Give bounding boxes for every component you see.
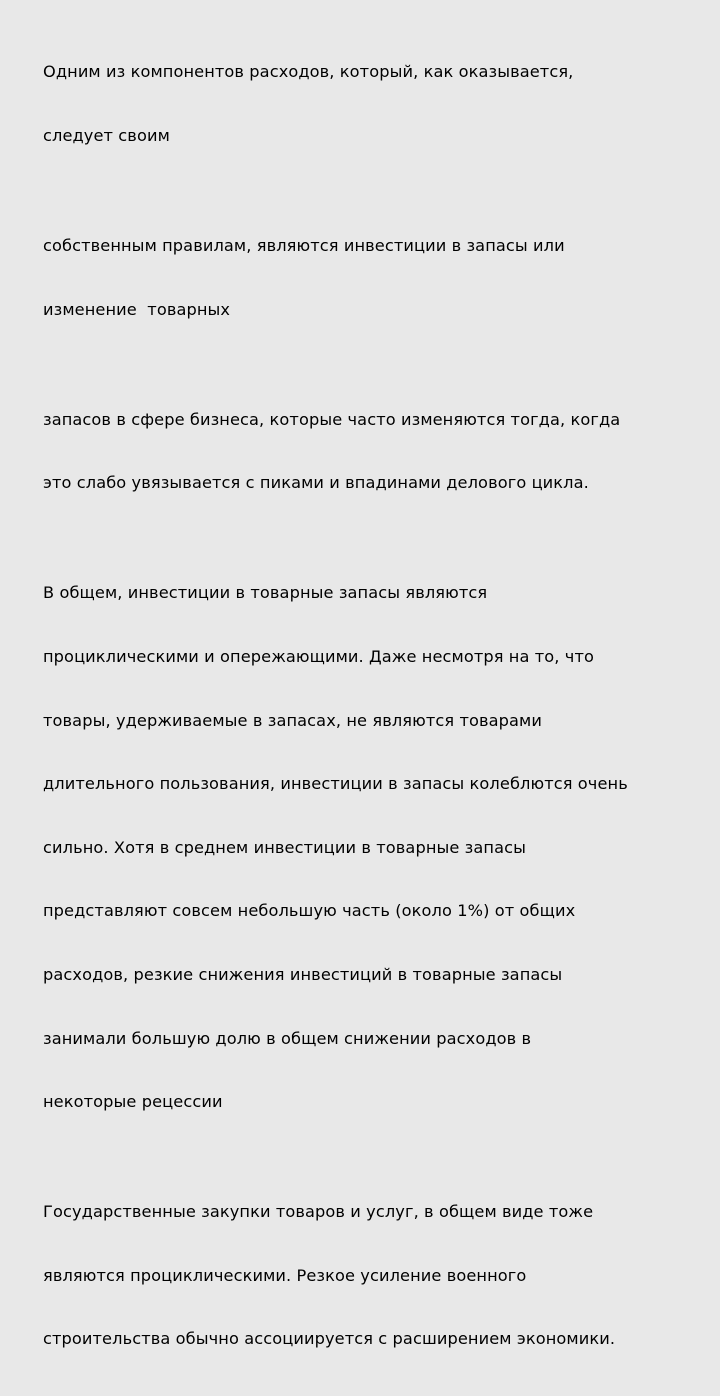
text-line: проциклическими и опережающими. Даже несмотря на то, что [43, 646, 594, 666]
slide-body-text [43, 19, 693, 1396]
text-line: Государственные закупки товаров и услуг, в общем виде тоже [43, 1202, 594, 1222]
text-line: являются проциклическими. Резкое усиление военного [43, 1265, 527, 1285]
paragraph-5 [43, 1159, 693, 1392]
text-line: следует своим [43, 126, 170, 146]
text-line: собственным правилам, являются инвестиции в запасы или [43, 236, 565, 256]
text-line: длительного пользования, инвестиции в запасы колеблются очень [43, 774, 628, 794]
text-line: занимали большую долю в общем снижении расходов в [43, 1028, 532, 1048]
text-line: сильно. Хотя в среднем инвестиции в товарные запасы [43, 837, 526, 857]
text-line: товары, удерживаемые в запасах, не являются товарами [43, 710, 542, 730]
paragraph-1 [43, 19, 693, 189]
text-line: Одним из компонентов расходов, который, как оказывается, [43, 62, 574, 82]
text-line: строительства обычно ассоциируется с расширением экономики. [43, 1329, 616, 1349]
text-line: это слабо увязывается с пиками и впадинами делового цикла. [43, 473, 589, 493]
text-line: представляют совсем небольшую часть (около 1%) от общих [43, 901, 576, 921]
text-line: запасов в сфере бизнеса, которые часто изменяются тогда, когда [43, 409, 621, 429]
paragraph-3 [43, 366, 693, 536]
text-line: некоторые рецессии [43, 1092, 223, 1112]
paragraph-2 [43, 193, 693, 363]
text-line: изменение товарных [43, 299, 231, 319]
text-line: В общем, инвестиции в товарные запасы являются [43, 583, 488, 603]
text-line: расходов, резкие снижения инвестиций в товарные запасы [43, 964, 563, 984]
paragraph-4 [43, 540, 693, 1155]
